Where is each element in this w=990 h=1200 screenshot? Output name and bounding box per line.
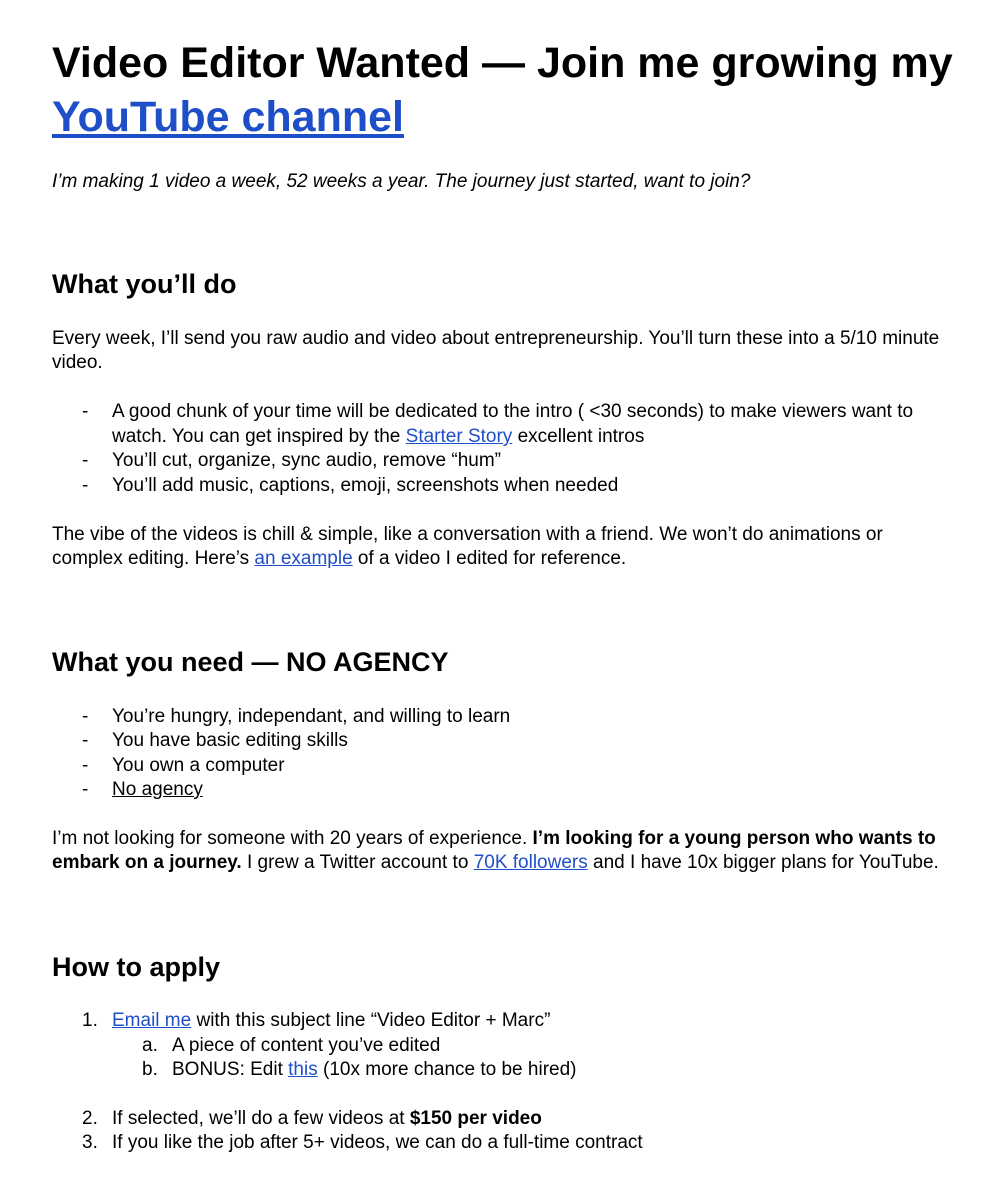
bullet-dash: - <box>82 730 89 751</box>
example-video-link[interactable]: an example <box>254 548 353 569</box>
list-item-no-agency: No agency <box>112 779 203 800</box>
bullet-dash: - <box>82 475 89 496</box>
apply-step: Email me with this subject line “Video Editor + Marc” <box>112 1010 551 1031</box>
list-item: A good chunk of your time will be dedicated to the intro ( <30 seconds) to make viewers want to <box>112 401 914 422</box>
section-heading-what-you-need: What you need — NO AGENCY <box>52 647 449 677</box>
bullet-dash: - <box>82 779 89 800</box>
list-item: You have basic editing skills <box>112 730 348 751</box>
list-number: 1. <box>82 1010 98 1031</box>
vibe-paragraph: The vibe of the videos is chill & simple, like a conversation with a friend. We won’t do animations or <box>52 524 883 545</box>
list-number: 3. <box>82 1132 98 1153</box>
intro-paragraph: Every week, I’ll send you raw audio and video about entrepreneurship. You’ll turn these into a 5/10 minute <box>52 328 940 349</box>
page-title: Video Editor Wanted — Join me growing my <box>52 39 953 87</box>
list-item-continuation: watch. You can get inspired by the Starter Story excellent intros <box>112 426 645 447</box>
vibe-paragraph-line2: complex editing. Here’s an example of a video I edited for reference. <box>52 548 627 569</box>
list-item: You’re hungry, independant, and willing to learn <box>112 706 511 727</box>
bullet-dash: - <box>82 706 89 727</box>
twitter-followers-link[interactable]: 70K followers <box>473 852 588 873</box>
page-title-line2 <box>52 90 404 144</box>
list-letter: a. <box>142 1035 158 1056</box>
experience-paragraph: I’m not looking for someone with 20 years of experience. I’m looking for a young person who wants to <box>52 828 936 849</box>
experience-paragraph-line2: embark on a journey. I grew a Twitter account to 70K followers and I have 10x bigger plans for YouTube. <box>52 852 939 873</box>
youtube-channel-link[interactable]: YouTube channel <box>52 93 404 141</box>
tagline: I’m making 1 video a week, 52 weeks a year. The journey just started, want to join? <box>52 171 751 192</box>
apply-step: If you like the job after 5+ videos, we can do a full-time contract <box>112 1132 643 1153</box>
starter-story-link[interactable]: Starter Story <box>405 426 513 447</box>
bullet-dash: - <box>82 401 89 422</box>
bullet-dash: - <box>82 450 89 471</box>
list-item: You’ll add music, captions, emoji, screenshots when needed <box>112 475 619 496</box>
list-item: You’ll cut, organize, sync audio, remove “hum” <box>112 450 501 471</box>
bullet-dash: - <box>82 755 89 776</box>
apply-step: If selected, we’ll do a few videos at $150 per video <box>112 1108 542 1129</box>
apply-substep: BONUS: Edit this (10x more chance to be hired) <box>172 1059 577 1080</box>
section-heading-how-to-apply: How to apply <box>52 952 220 982</box>
section-heading-what-youll-do: What you’ll do <box>52 269 237 299</box>
bonus-edit-link[interactable]: this <box>288 1059 318 1080</box>
email-me-link[interactable]: Email me <box>112 1010 192 1031</box>
list-item: You own a computer <box>112 755 285 776</box>
intro-paragraph-line2: video. <box>52 352 103 373</box>
list-letter: b. <box>142 1059 158 1080</box>
list-number: 2. <box>82 1108 98 1129</box>
apply-substep: A piece of content you’ve edited <box>172 1035 441 1056</box>
